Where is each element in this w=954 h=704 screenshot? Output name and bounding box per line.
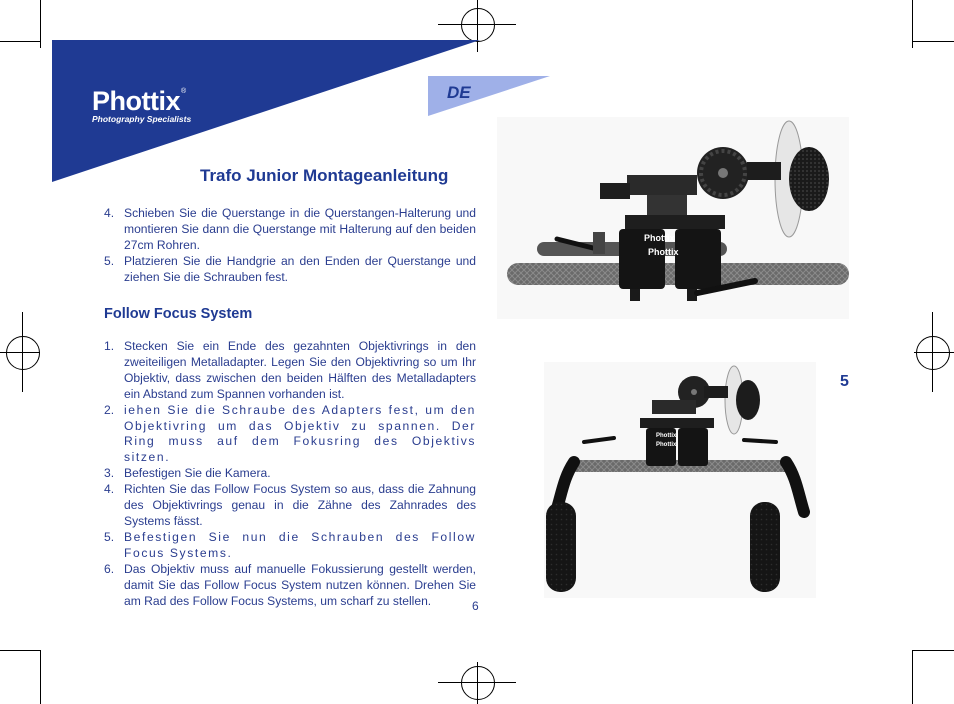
list-item <box>104 466 476 482</box>
step-text: Schieben Sie die Querstange in die Querstangen-Halterung und montieren Sie dann die Querstange mit Halterung auf den beiden 27cm Rohren. <box>124 206 476 252</box>
list-item <box>104 562 476 610</box>
brand-tagline: Photography Specialists <box>92 114 192 124</box>
follow-focus-steps-list <box>104 339 476 609</box>
step-number: 6. <box>104 561 115 576</box>
list-item <box>104 254 476 286</box>
list-item <box>104 339 476 403</box>
step-text: Richten Sie das Follow Focus System so aus, dass die Zahnung des Objektivrings genau in die Zähne des Zahnrades des Systems fässt. <box>124 482 476 528</box>
rig-label-top: Phottix <box>656 433 677 439</box>
step-number: 4. <box>104 482 115 497</box>
step-number: 4. <box>104 206 115 220</box>
rig-photo-handgrips <box>544 362 816 598</box>
rig-label-bottom: Phottix <box>656 442 677 448</box>
step-number: 3. <box>104 466 115 481</box>
rig-photo-follow-focus <box>497 117 849 319</box>
step-text: Befestigen Sie die Kamera. <box>124 466 271 481</box>
mount-steps-list <box>104 206 476 286</box>
step-number: 5. <box>104 253 115 268</box>
brand-logo: Phottix® <box>92 86 186 116</box>
step-text: iehen Sie die Schraube des Adapters fest, um den Objektivring um das Objektiv zu spannen. Der Ring muss auf dem Fokusring des Objektivs sitzen. <box>124 402 476 465</box>
list-item <box>104 482 476 530</box>
step-number: 5. <box>104 529 115 544</box>
figure-number: 5 <box>840 373 849 390</box>
step-text: Befestigen Sie nun die Schrauben des Follow Focus Systems. <box>124 529 476 560</box>
page-number: 6 <box>472 599 479 613</box>
step-number: 2. <box>104 402 115 417</box>
list-item <box>104 403 476 467</box>
step-text: Platzieren Sie die Handgrie an den Enden der Querstange und ziehen Sie die Schrauben fest. <box>124 253 476 284</box>
rig-label-top: Phottix <box>644 233 675 243</box>
rig-label-bottom: Phottix <box>648 247 679 257</box>
step-text: Stecken Sie ein Ende des gezahnten Objektivrings in den zweiteiligen Metalladapter. Legen Sie den Objektivring so um Ihr Objektiv, dass zwischen den beiden Hälften des Metalladapters ein Abstand zum Spannen vorhanden ist. <box>124 339 476 401</box>
section-heading: Follow Focus System <box>104 306 253 322</box>
page-title: Trafo Junior Montageanleitung <box>200 166 449 185</box>
step-number: 1. <box>104 339 115 353</box>
language-tab: DE <box>447 83 471 102</box>
list-item <box>104 206 476 254</box>
step-text: Das Objektiv muss auf manuelle Fokussierung gestellt werden, damit Sie das Follow Focus System nutzen können. Drehen Sie am Rad des Follow Focus Systems, um scharf zu stellen. <box>124 561 476 608</box>
list-item <box>104 530 476 562</box>
